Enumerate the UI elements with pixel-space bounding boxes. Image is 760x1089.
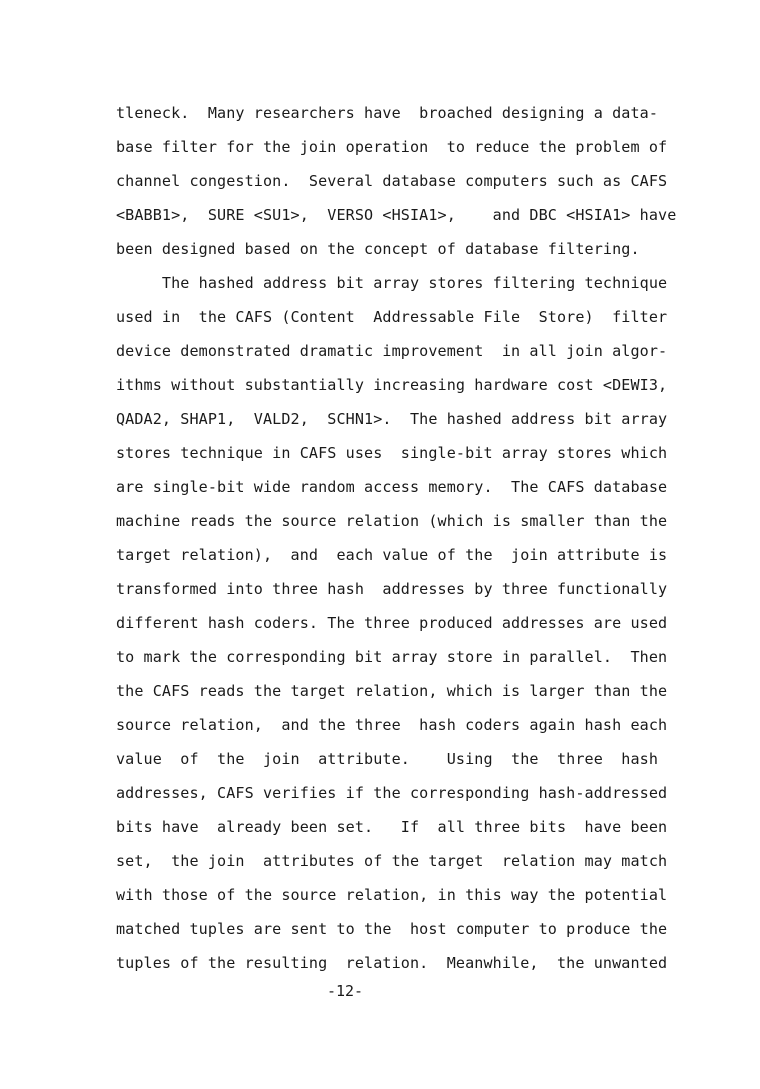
text-line: tuples of the resulting relation. Meanwhile, the unwanted <box>116 954 668 972</box>
text-line: target relation), and each value of the join attribute is <box>116 546 668 564</box>
text-line: QADA2, SHAP1, VALD2, SCHN1>. The hashed address bit array <box>116 410 668 428</box>
text-line: bits have already been set. If all three bits have been <box>116 818 668 836</box>
text-line: tleneck. Many researchers have broached designing a data- <box>116 104 659 122</box>
text-line: value of the join attribute. Using the three hash <box>116 750 659 768</box>
body-text <box>116 96 688 980</box>
text-line: the CAFS reads the target relation, which is larger than the <box>116 682 668 700</box>
text-line: different hash coders. The three produced addresses are used <box>116 614 668 632</box>
text-line: used in the CAFS (Content Addressable File Store) filter <box>116 308 668 326</box>
text-line: been designed based on the concept of database filtering. <box>116 240 640 258</box>
text-line: device demonstrated dramatic improvement in all join algor- <box>116 342 668 360</box>
paragraph-cafs <box>116 266 688 980</box>
paragraph-continued <box>116 96 688 266</box>
text-line: set, the join attributes of the target relation may match <box>116 852 668 870</box>
text-line: The hashed address bit array stores filtering technique <box>116 274 668 292</box>
text-line: ithms without substantially increasing hardware cost <DEWI3, <box>116 376 668 394</box>
text-line: to mark the corresponding bit array store in parallel. Then <box>116 648 668 666</box>
text-line: addresses, CAFS verifies if the corresponding hash-addressed <box>116 784 668 802</box>
text-line: stores technique in CAFS uses single-bit array stores which <box>116 444 668 462</box>
text-line: source relation, and the three hash coders again hash each <box>116 716 668 734</box>
text-line: base filter for the join operation to reduce the problem of <box>116 138 668 156</box>
text-line: <BABB1>, SURE <SU1>, VERSO <HSIA1>, and DBC <HSIA1> have <box>116 206 677 224</box>
text-line: transformed into three hash addresses by three functionally <box>116 580 668 598</box>
text-line: with those of the source relation, in this way the potential <box>116 886 668 904</box>
text-line: matched tuples are sent to the host computer to produce the <box>116 920 668 938</box>
text-line: machine reads the source relation (which is smaller than the <box>116 512 668 530</box>
page-number: -12- <box>326 982 364 1000</box>
text-line: channel congestion. Several database computers such as CAFS <box>116 172 668 190</box>
text-line: are single-bit wide random access memory. The CAFS database <box>116 478 668 496</box>
